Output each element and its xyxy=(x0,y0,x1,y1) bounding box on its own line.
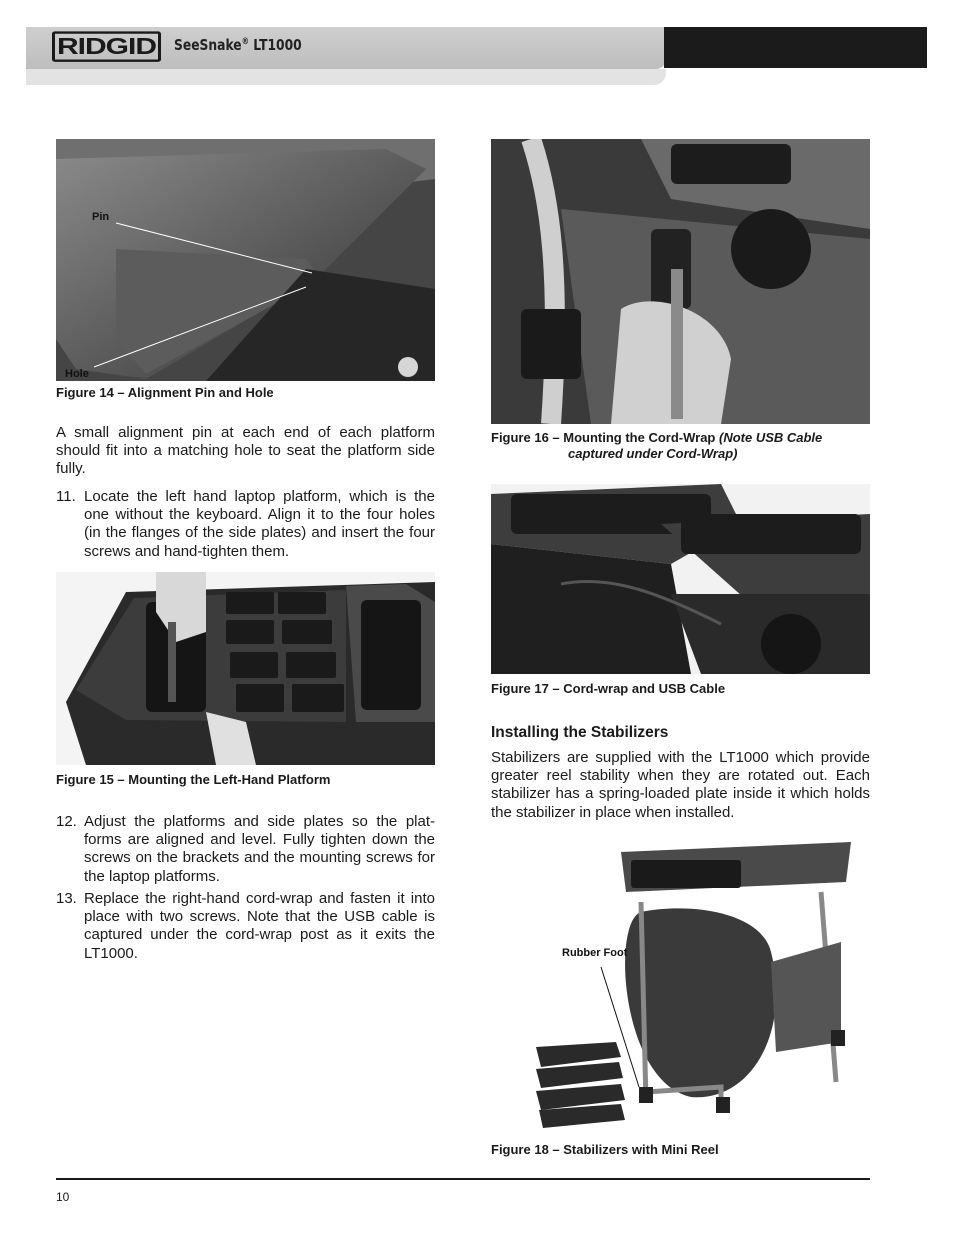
stabilizers-paragraph: Stabilizers are supplied with the LT1000 which provide greater reel stability when they are rotated out. Each stabilizer has a spring-loaded plate inside it which holds the stabilizer in place when installed. xyxy=(491,749,870,821)
alignment-pin-paragraph: A small alignment pin at each end of each platform should fit into a matching hole to seat the platform side fully. xyxy=(56,424,435,478)
step-number: 11. xyxy=(56,488,76,505)
figure-16-caption-note: (Note USB Cable xyxy=(718,430,823,445)
step-text: Replace the right-hand cord-wrap and fasten it into place with two screws. Note that the USB cable is captured under the cord-wrap post as it exits the LT1000. xyxy=(84,890,435,962)
figure-16-caption-line2: captured under Cord-Wrap) xyxy=(568,446,738,461)
figure-17-caption: Figure 17 – Cord-wrap and USB Cable xyxy=(491,681,726,696)
figure-17-photo xyxy=(491,484,870,674)
label-pin: Pin xyxy=(92,211,110,223)
step-13 xyxy=(56,890,435,966)
label-rubber-foot: Rubber Foot xyxy=(562,947,628,959)
step-number: 12. xyxy=(56,813,77,830)
page-number: 10 xyxy=(56,1190,70,1204)
step-text: Locate the left hand laptop platform, which is the one without the keyboard. Align it to the four holes (in the flanges of the side plates) and insert the four screws and hand-tighten them. xyxy=(84,488,435,560)
step-12 xyxy=(56,813,435,889)
figure-15-caption: Figure 15 – Mounting the Left-Hand Platform xyxy=(56,772,331,787)
figure-16-caption xyxy=(491,430,822,445)
step-text: Adjust the platforms and side plates so the plat-forms are aligned and level. Fully tighten down the screws on the brackets and the mounting screws for the laptop platforms. xyxy=(84,813,435,885)
figure-14-caption: Figure 14 – Alignment Pin and Hole xyxy=(56,385,274,400)
figure-16-caption-main: Figure 16 – Mounting the Cord-Wrap xyxy=(491,430,719,445)
product-title: SeeSnake® LT1000 xyxy=(174,36,302,54)
label-hole: Hole xyxy=(65,368,89,380)
header-black-block xyxy=(664,27,927,68)
brand-logo: RIDGID xyxy=(52,33,158,61)
section-heading: Installing the Stabilizers xyxy=(491,724,669,741)
figure-14-photo xyxy=(56,139,435,381)
figure-18-caption: Figure 18 – Stabilizers with Mini Reel xyxy=(491,1142,719,1157)
step-number: 13. xyxy=(56,890,77,907)
figure-16-photo xyxy=(491,139,870,424)
step-11 xyxy=(56,488,435,564)
figure-18-photo xyxy=(491,832,870,1132)
figure-15-photo xyxy=(56,572,435,765)
footer-rule xyxy=(56,1178,870,1180)
header-strip xyxy=(26,69,666,85)
